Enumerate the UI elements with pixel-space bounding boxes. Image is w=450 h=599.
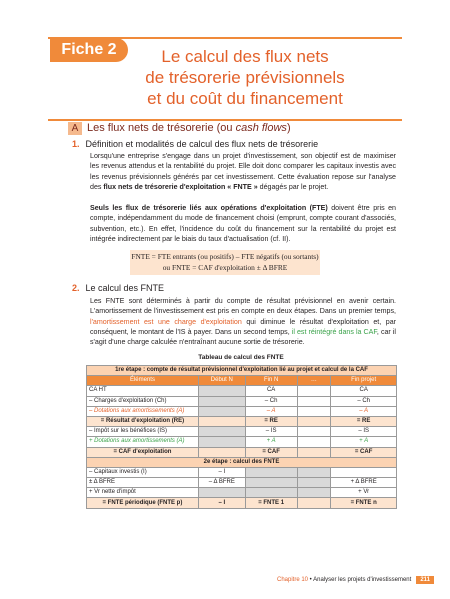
cell-text: ± Δ BFRE	[89, 479, 115, 486]
paragraph-definition	[90, 151, 396, 192]
table-row	[87, 447, 397, 457]
table-cell	[87, 396, 199, 406]
table-cell	[297, 467, 331, 477]
p1-bold: flux nets de trésorerie d'exploitation « FNTE »	[103, 182, 258, 191]
section-a-title-end: )	[286, 122, 291, 134]
subsection-1-label: Définition et modalités de calcul des flux nets de trésorerie	[85, 139, 319, 149]
table-cell	[245, 498, 297, 508]
cell-text: = Résultat d'exploitation (RE)	[100, 418, 185, 425]
step-2-band-cell: 2e étape : calcul des FNTE	[87, 457, 397, 467]
table-cell	[198, 488, 245, 498]
formula-line-1: FNTE = FTE entrants (ou positifs) – FTE négatifs (ou sortants)	[131, 252, 319, 261]
table-row	[87, 498, 397, 508]
table-cell	[331, 386, 397, 396]
table-cell	[331, 396, 397, 406]
table-row	[87, 386, 397, 396]
table-cell	[297, 488, 331, 498]
table-cell	[87, 467, 199, 477]
table-cell	[297, 437, 331, 447]
paragraph-fte	[90, 203, 396, 244]
cell-text: + A	[266, 438, 276, 445]
cell-text: + Dotations aux amortissements (A)	[89, 438, 185, 445]
cell-text: = FNTE périodique (FNTE p)	[102, 499, 183, 506]
table-cell	[87, 478, 199, 488]
step-1-band	[87, 366, 397, 376]
table-cell	[198, 478, 245, 488]
page-number: 211	[416, 576, 434, 584]
table-cell	[198, 467, 245, 477]
table-cell	[331, 437, 397, 447]
table-row	[87, 437, 397, 447]
cell-text: CA	[359, 387, 368, 394]
cell-text: – Charges d'exploitation (Ch)	[89, 397, 167, 404]
section-letter: A	[68, 122, 82, 135]
cell-text: = CAF	[354, 448, 373, 455]
table-cell	[331, 427, 397, 437]
step-1-band-cell: 1re étape : compte de résultat prévisionnel d'exploitation lié au projet et calcul de la CAF	[87, 366, 397, 376]
cell-text: + Vr	[358, 489, 370, 496]
table-cell	[245, 406, 297, 416]
table-cell	[331, 488, 397, 498]
p1-text: Lorsqu'une entreprise s'engage dans un projet d'investissement, son objectif est de maximiser les revenus attendus et la rentabilité du projet. Elle doit donc comparer les capitaux investis avec les revenus prévisionnels générés par cet investissement. Cette évaluation repose sur l'analyse des	[90, 152, 396, 191]
footer-text: • Analyser les projets d'investissement	[308, 577, 412, 583]
table-cell	[331, 406, 397, 416]
table-cell	[297, 447, 331, 457]
table-cell	[198, 416, 245, 426]
table-cell	[297, 498, 331, 508]
subsection-2-label: Le calcul des FNTE	[85, 283, 165, 293]
table-cell	[198, 396, 245, 406]
column-header: …	[297, 376, 331, 386]
table-cell	[245, 437, 297, 447]
cell-text: – IS	[265, 428, 277, 435]
table-row	[87, 416, 397, 426]
table-cell	[198, 447, 245, 457]
table-cell	[331, 478, 397, 488]
table-cell	[297, 406, 331, 416]
section-a-title	[87, 122, 291, 134]
fnte-table-body	[87, 366, 397, 509]
table-row	[87, 406, 397, 416]
table-cell	[297, 427, 331, 437]
column-header: Fin projet	[331, 376, 397, 386]
p3-end: , car il s'agit d'une charge calculée n'entraînant aucune sortie de trésorerie.	[90, 327, 396, 347]
cell-text: + A	[359, 438, 369, 445]
footer-chapter: Chapitre 10	[276, 577, 309, 583]
page-footer	[277, 576, 434, 584]
table-cell	[245, 396, 297, 406]
section-a-title-italic: cash flows	[235, 122, 287, 134]
table-cell	[245, 386, 297, 396]
section-a-title-plain: Les flux nets de trésorerie (ou	[87, 122, 236, 134]
p3-mid: qui diminue le résultat d'exploitation et, par conséquent, le montant de l'IS à payer. Dans un second temps,	[90, 317, 396, 336]
page-title	[100, 46, 390, 109]
table-cell	[331, 498, 397, 508]
cell-text: = CAF	[262, 448, 280, 455]
cell-text: CA	[266, 387, 276, 394]
column-header: Éléments	[87, 376, 199, 386]
table-cell	[87, 488, 199, 498]
table-cell	[87, 447, 199, 457]
table-row	[87, 488, 397, 498]
table-cell	[87, 498, 199, 508]
cell-text: – Impôt sur les bénéfices (IS)	[89, 428, 168, 435]
cell-text: – Capitaux investis (I)	[89, 468, 147, 475]
subsection-2-heading	[72, 283, 164, 293]
table-cell	[297, 386, 331, 396]
paragraph-fnte-calc	[90, 296, 396, 347]
table-cell	[331, 416, 397, 426]
p2-text: doivent être pris en compte, indépendamment du mode de financement choisi (emprunt, compte courant d'associés, subvention, etc.). En effet, l'incidence du coût du financement sur la rentabilité du projet est intégrée indirectement par le biais du taux d'actualisation (cf. II).	[90, 204, 396, 243]
cell-text: – Δ BFRE	[208, 479, 235, 486]
table-cell	[331, 467, 397, 477]
p3-orange: l'amortissement est une charge d'exploitation	[90, 317, 242, 326]
p3-green: il est réintégré dans la CAF	[291, 327, 377, 336]
subsection-1-number: 1.	[72, 139, 80, 149]
table-title: Tableau de calcul des FNTE	[198, 354, 284, 361]
cell-text: – Ch	[357, 397, 370, 404]
table-cell	[198, 427, 245, 437]
table-cell	[198, 498, 245, 508]
cell-text: – A	[266, 407, 276, 414]
table-cell	[245, 447, 297, 457]
subsection-1-heading	[72, 139, 318, 149]
cell-text: – Ch	[264, 397, 278, 404]
title-line-2: de trésorerie prévisionnels	[145, 68, 345, 87]
formula-line-2: ou FNTE = CAF d'exploitation ± Δ BFRE	[162, 263, 288, 272]
table-row	[87, 478, 397, 488]
table-cell	[331, 447, 397, 457]
table-cell	[87, 416, 199, 426]
column-header: Début N	[198, 376, 245, 386]
cell-text: = FNTE n	[350, 499, 377, 506]
title-line-1: Le calcul des flux nets	[161, 47, 329, 66]
title-line-3: et du coût du financement	[147, 89, 343, 108]
cell-text: = RE	[356, 418, 371, 425]
subsection-2-number: 2.	[72, 283, 80, 293]
table-cell	[87, 386, 199, 396]
table-row	[87, 427, 397, 437]
cell-text: CA HT	[89, 387, 107, 394]
cell-text: – A	[359, 407, 369, 414]
table-cell	[297, 416, 331, 426]
table-cell	[297, 396, 331, 406]
table-cell	[87, 427, 199, 437]
table-cell	[245, 478, 297, 488]
table-cell	[245, 416, 297, 426]
p2-bold: Seuls les flux de trésorerie liés aux opérations d'exploitation (FTE)	[90, 204, 328, 212]
table-cell	[87, 406, 199, 416]
table-cell	[245, 427, 297, 437]
cell-text: = CAF d'exploitation	[113, 448, 172, 455]
cell-text: = RE	[264, 418, 278, 425]
table-cell	[245, 467, 297, 477]
p1-end: dégagés par le projet.	[257, 182, 329, 191]
cell-text: – I	[218, 499, 226, 506]
table-header-row	[87, 376, 397, 386]
step-2-band	[87, 457, 397, 467]
table-cell	[297, 478, 331, 488]
table-cell	[245, 488, 297, 498]
formula-box	[130, 250, 320, 275]
table-cell	[87, 437, 199, 447]
fiche-badge: Fiche 2	[50, 38, 128, 62]
cell-text: + Δ BFRE	[350, 479, 377, 486]
table-row	[87, 467, 397, 477]
cell-text: – IS	[358, 428, 369, 435]
section-a-heading	[68, 122, 291, 135]
cell-text: – Dotations aux amortissements (A)	[89, 407, 185, 414]
cell-text: = FNTE 1	[258, 499, 285, 506]
table-cell	[198, 437, 245, 447]
cell-text: + Vr nette d'impôt	[89, 489, 136, 496]
p3-start: Les FNTE sont déterminés à partir du compte de résultat prévisionnel en avenir certain. L'amortissement de l'investissement est pris en compte en deux étapes. Dans un premier temps,	[90, 297, 396, 316]
table-row	[87, 396, 397, 406]
table-cell	[198, 406, 245, 416]
table-cell	[198, 386, 245, 396]
fnte-table	[86, 365, 397, 509]
cell-text: – I	[218, 468, 226, 475]
column-header: Fin N	[245, 376, 297, 386]
